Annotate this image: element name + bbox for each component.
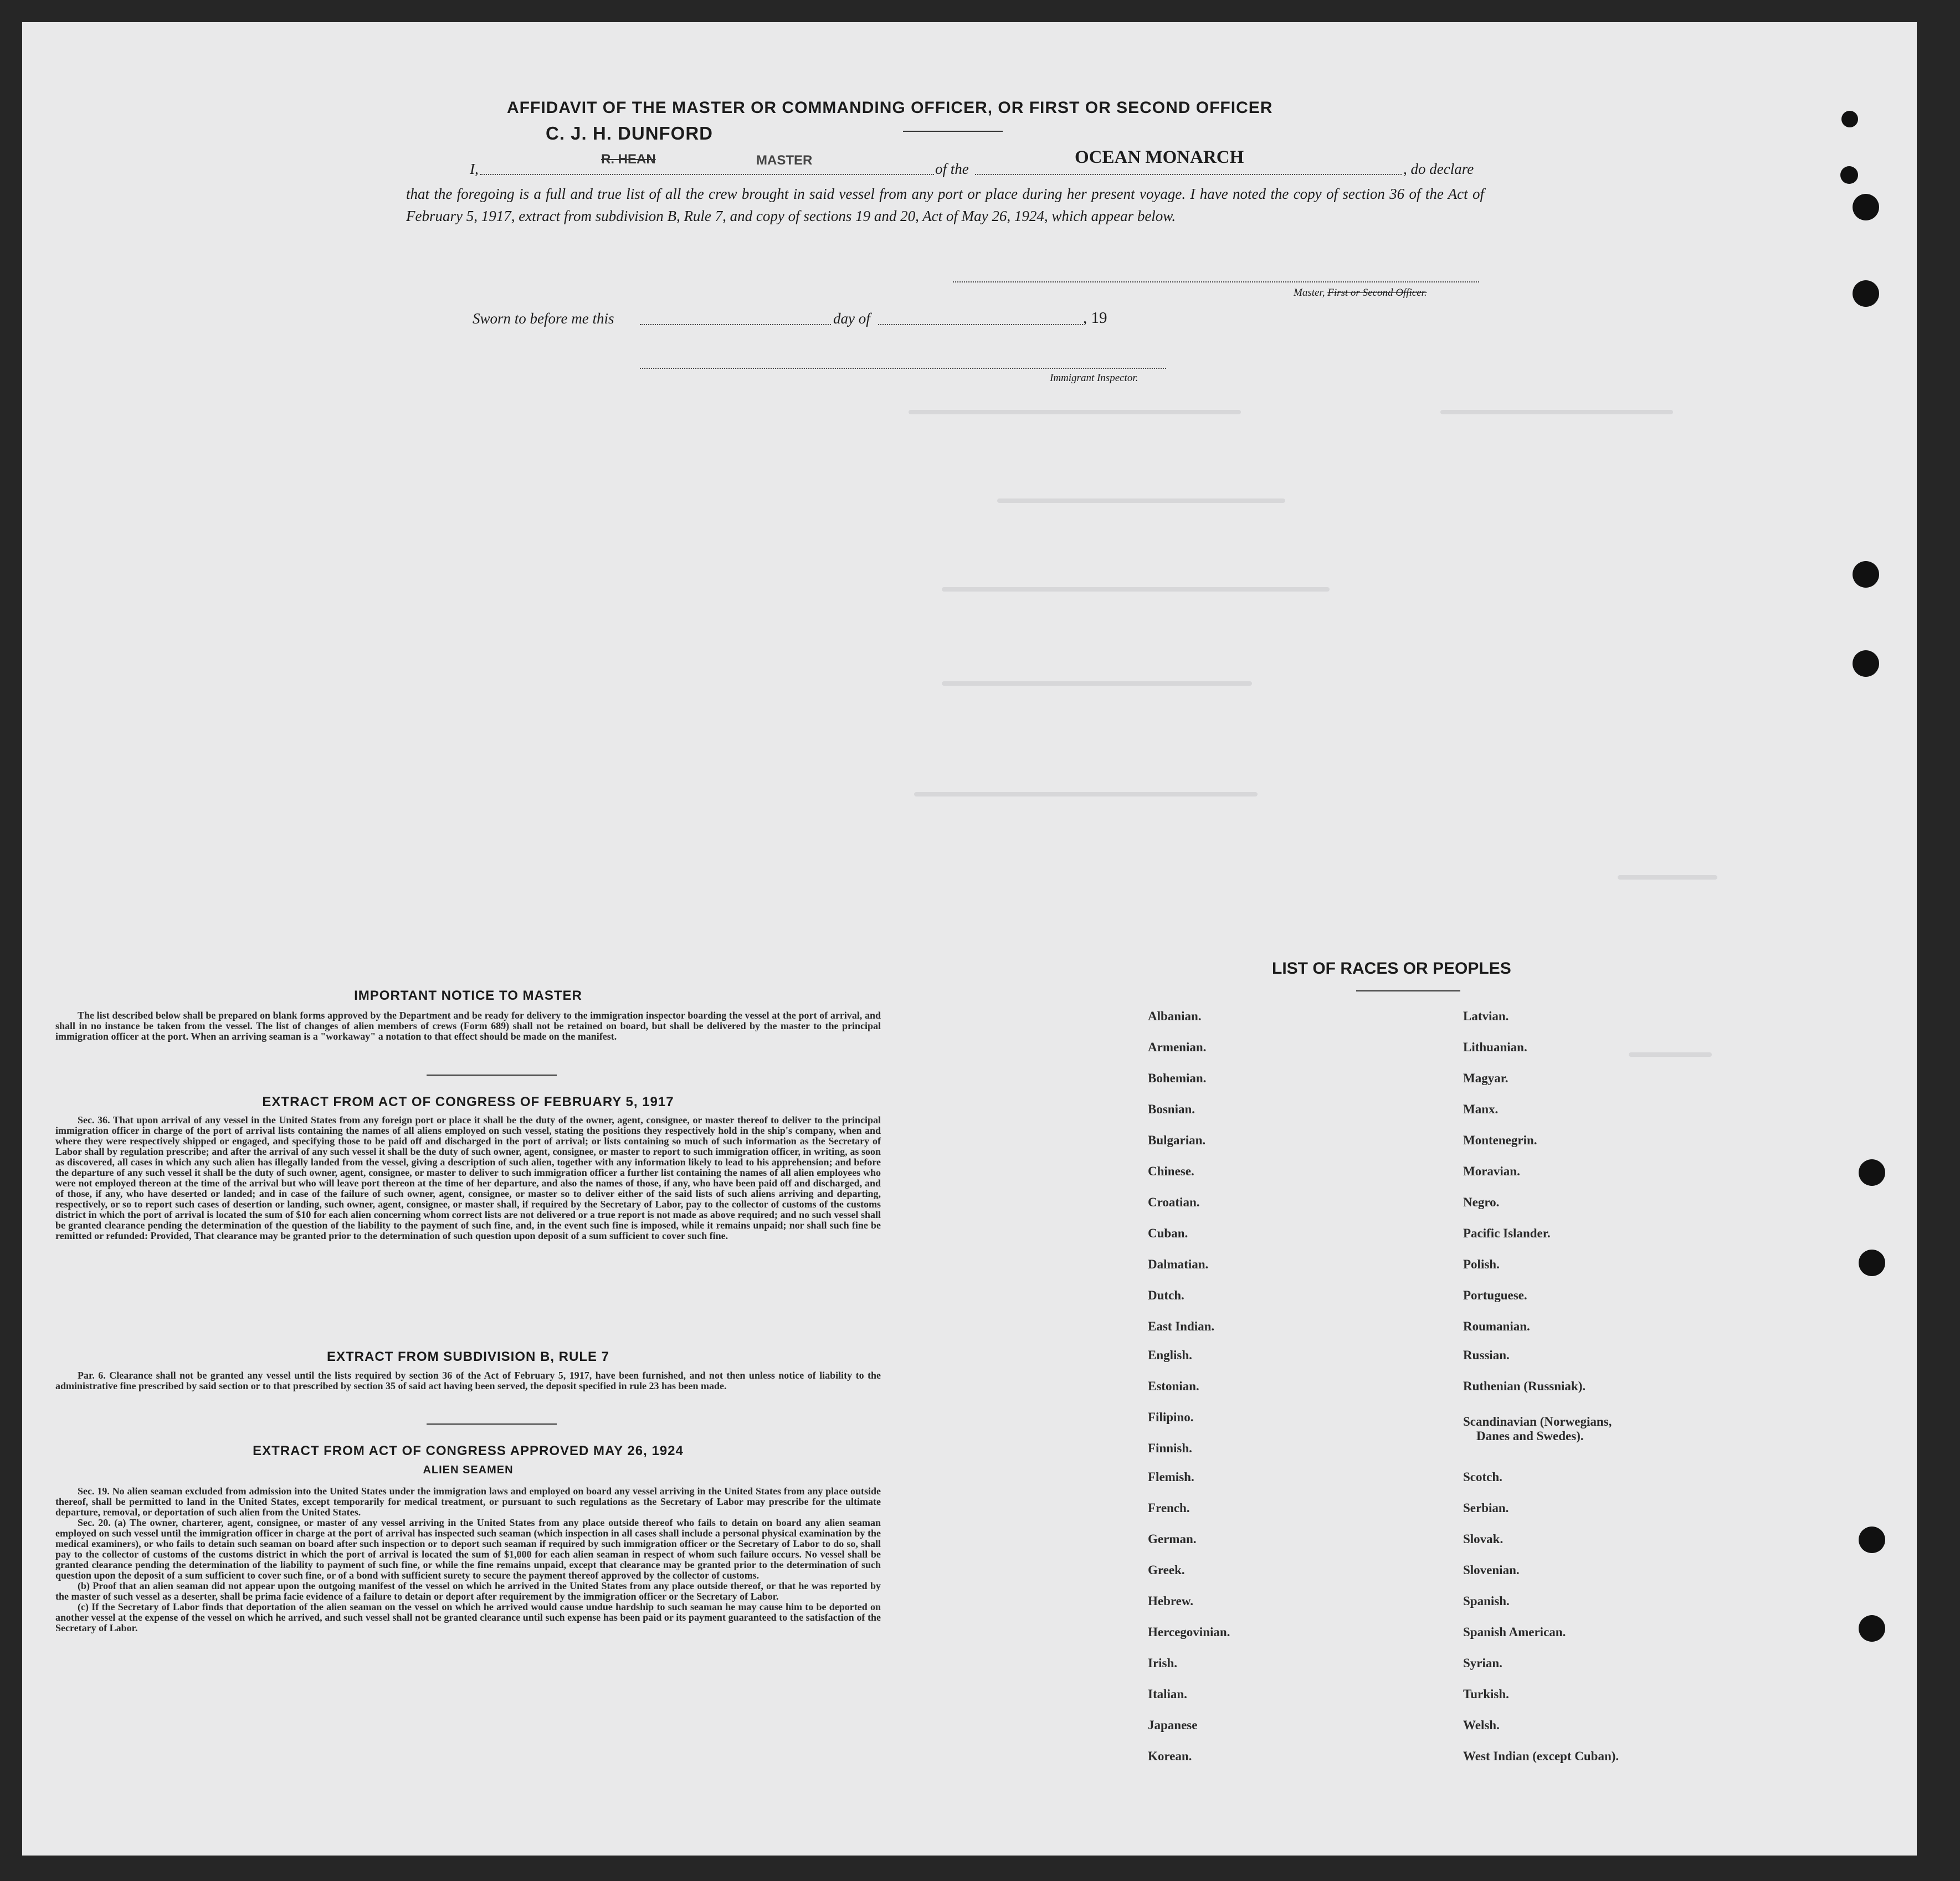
race-item: Flemish. [1148, 1470, 1194, 1484]
signature-caption [1294, 287, 1427, 299]
race-item: Albanian. [1148, 1009, 1202, 1023]
binder-hole [1840, 166, 1858, 184]
race-item: Irish. [1148, 1656, 1178, 1670]
extract-rule7-paragraph: Par. 6. Clearance shall not be granted any vessel until the lists required by section 36 of the Act of February 5, 1917, have been furnished, and not then unless notice of liability to the administrative fine prescribed by said section or to that prescribed by section 35 of said act having been served, the deposit specified in rule 23 has been made. [55, 1370, 881, 1391]
signature-line [953, 281, 1479, 282]
race-item: Spanish American. [1463, 1625, 1566, 1639]
race-item: Manx. [1463, 1102, 1499, 1116]
bleed-through-mark [909, 410, 1241, 414]
binder-hole [1853, 194, 1879, 220]
sworn-month-line [878, 324, 1083, 325]
race-item: Dalmatian. [1148, 1257, 1209, 1271]
binder-hole [1859, 1615, 1885, 1642]
struck-name: R. HEAN [601, 152, 656, 167]
race-item: Korean. [1148, 1749, 1192, 1763]
binder-hole [1853, 280, 1879, 307]
race-item: Russian. [1463, 1348, 1510, 1362]
race-item: English. [1148, 1348, 1192, 1362]
bleed-through-mark [1440, 410, 1673, 414]
binder-hole [1841, 111, 1858, 127]
title-rule [903, 131, 1003, 132]
race-item: Dutch. [1148, 1288, 1184, 1302]
race-item: Magyar. [1463, 1071, 1509, 1085]
races-heading: LIST OF RACES OR PEOPLES [1272, 959, 1511, 978]
binder-hole [1859, 1250, 1885, 1276]
inspector-signature-line [640, 368, 1166, 369]
race-item: Polish. [1463, 1257, 1500, 1271]
sworn-label: Sworn to before me this [473, 310, 614, 327]
race-item: Moravian. [1463, 1164, 1520, 1178]
notice-paragraph: The list described below shall be prepared on blank forms approved by the Department and be ready for delivery to the immigration inspector boarding the vessel at the port of arrival, and shall in no instance be taken from the vessel. The list of changes of alien members of crews (Form 689) shall not be retained on board, but shall be delivered by the master to the principal immigration officer at the port. When an arriving seaman is a "workaway" a notation to that effect should be made on the manifest. [55, 1010, 881, 1042]
race-item: Syrian. [1463, 1656, 1502, 1670]
do-declare-label: , do declare [1403, 161, 1474, 177]
race-item [1463, 1415, 1663, 1443]
race-item: Pacific Islander. [1463, 1226, 1551, 1240]
extract-rule7-text [55, 1370, 881, 1391]
race-item: Montenegrin. [1463, 1133, 1537, 1147]
binder-hole [1853, 650, 1879, 677]
race-item-line: Danes and Swedes). [1476, 1429, 1584, 1443]
name-field-line [480, 174, 934, 175]
race-item: Serbian. [1463, 1501, 1509, 1515]
signature-caption-master: Master, [1294, 287, 1328, 299]
year-label: , 19 [1083, 309, 1107, 327]
races-divider [1356, 990, 1460, 991]
sec20a-paragraph: Sec. 20. (a) The owner, charterer, agent, consignee, or master of any vessel arriving in the United States from any place outside thereof who fails to detain on board any alien seaman employed on such vessel until the immigration officer in charge at the port of arrival has inspected such seaman (which inspection in all cases shall include a personal physical examination by the medical examiners), or who fails to detain such seaman on board after such inspection or to deport such seaman if required by such immigration officer or the Secretary of Labor to do so, shall pay to the collector of customs of the customs district in which the port of arrival is located the sum of $1,000 for each alien seaman in respect of whom such failure occurs. No vessel shall be granted clearance pending the determination of the liability to payment of such fine, or while the fine remains unpaid, except that clearance may be granted prior to the determination of such question upon the deposit of a sum sufficient to cover such fine, or of a bond with sufficient surety to secure the payment thereof approved by the collector of customs. [55, 1517, 881, 1581]
binder-hole [1859, 1527, 1885, 1553]
day-of-label: day of [833, 310, 870, 327]
race-item: Hercegovinian. [1148, 1625, 1230, 1639]
race-item: Welsh. [1463, 1718, 1500, 1732]
race-item: Portuguese. [1463, 1288, 1527, 1302]
race-item: Filipino. [1148, 1410, 1194, 1424]
race-item: Scotch. [1463, 1470, 1502, 1484]
race-item: Greek. [1148, 1563, 1185, 1577]
race-item: Japanese [1148, 1718, 1198, 1732]
race-item: West Indian (except Cuban). [1463, 1749, 1619, 1763]
bleed-through-mark [942, 587, 1330, 592]
race-item: Bohemian. [1148, 1071, 1207, 1085]
extract-1917-text [55, 1115, 881, 1241]
extract-1924-text [55, 1486, 881, 1633]
race-item: Cuban. [1148, 1226, 1188, 1240]
race-item: Negro. [1463, 1195, 1500, 1209]
extract-1917-paragraph: Sec. 36. That upon arrival of any vessel in the United States from any foreign port or place it shall be the duty of the owner, agent, consignee, or master thereof to deliver to the principal immigration officer in charge of the port of arrival lists containing the names of all aliens employed on such vessel, stating the positions they respectively hold in the ship's company, when and where they were respectively shipped or engaged, and specifying those to be paid off and discharged in the port of arrival; or lists containing so much of such information as the Secretary of Labor shall by regulation prescribe; and after the arrival of any such vessel it shall be the duty of such owner, agent, consignee, or master to report to such immigration officer, in writing, as soon as discovered, all cases in which any such alien has illegally landed from the vessel, giving a description of such alien, together with any information likely to lead to his apprehension; and before the departure of any such vessel it shall be the duty of such owner, agent, consignee, or master to deliver to such immigration officer a further list containing the names of all alien employees who were not employed thereon at the time of the arrival but who will leave port thereon at the time of her departure, and also the names of those, if any, who have been paid off and discharged, and of those, if any, who have deserted or landed; and in case of the failure of such owner, agent, consignee, or master so to deliver either of the said lists of such aliens arriving and departing, respectively, or so to report such cases of desertion or landing, such owner, agent, consignee, or master shall, if required by the Secretary of Labor, pay to the collector of customs of the customs district in which the port of arrival is located the sum of $10 for each alien concerning whom correct lists are not delivered or a true report is not made as above required; and no such vessel shall be granted clearance pending the determination of the question of the liability to the payment of such fine, and, in the event such fine is imposed, while it remains unpaid; nor shall such fine be remitted or refunded: Provided, That clearance may be granted prior to the determination of such question upon deposit of a sum sufficient to cover such fine. [55, 1114, 881, 1241]
of-the-label: of the [935, 161, 969, 177]
race-item: French. [1148, 1501, 1190, 1515]
bleed-through-mark [997, 498, 1285, 503]
race-item: Croatian. [1148, 1195, 1200, 1209]
notice-divider [427, 1075, 557, 1076]
extract-rule7-heading: EXTRACT FROM SUBDIVISION B, RULE 7 [326, 1349, 610, 1364]
race-item: Hebrew. [1148, 1594, 1193, 1608]
race-item: Roumanian. [1463, 1319, 1530, 1333]
bleed-through-mark [1629, 1052, 1712, 1057]
sec20b-paragraph: (b) Proof that an alien seaman did not appear upon the outgoing manifest of the vessel on which he arrived in the United States from any place outside thereof, or that he was reported by the master of such vessel as a deserter, shall be prima facie evidence of a failure to detain or deport after requirement by the immigration officer or the Secretary of Labor. [55, 1580, 881, 1602]
vessel-field-line [975, 174, 1402, 175]
race-item: East Indian. [1148, 1319, 1215, 1333]
race-item: German. [1148, 1532, 1197, 1546]
race-item: Italian. [1148, 1687, 1187, 1701]
sec19-paragraph: Sec. 19. No alien seaman excluded from admission into the United States under the immigration laws and employed on board any vessel arriving in the United States from any place outside thereof, shall be permitted to land in the United States, except temporarily for medical treatment, or pursuant to such regulations as the Secretary of Labor may prescribe for the ultimate departure, removal, or deportation of such alien from the United States. [55, 1486, 881, 1518]
race-item: Ruthenian (Russniak). [1463, 1379, 1586, 1393]
race-item: Estonian. [1148, 1379, 1199, 1393]
bleed-through-mark [1618, 875, 1717, 880]
signature-caption-struck: First or Second Officer. [1327, 287, 1427, 299]
rule7-divider [427, 1423, 557, 1425]
rank-value: MASTER [756, 153, 813, 168]
affidavit-title: AFFIDAVIT OF THE MASTER OR COMMANDING OFFICER, OR FIRST OR SECOND OFFICER [507, 99, 1273, 117]
race-item: Finnish. [1148, 1441, 1192, 1455]
bleed-through-mark [942, 681, 1252, 686]
sworn-day-line [640, 324, 831, 325]
race-item: Lithuanian. [1463, 1040, 1527, 1054]
race-item: Armenian. [1148, 1040, 1207, 1054]
line-start: I, [470, 161, 479, 177]
notice-heading: IMPORTANT NOTICE TO MASTER [354, 988, 582, 1003]
race-item: Slovenian. [1463, 1563, 1520, 1577]
race-item: Turkish. [1463, 1687, 1509, 1701]
race-item: Spanish. [1463, 1594, 1510, 1608]
race-item: Chinese. [1148, 1164, 1194, 1178]
extract-1924-subheading: ALIEN SEAMEN [423, 1464, 514, 1476]
stamp-name: C. J. H. DUNFORD [546, 123, 714, 143]
race-item: Bulgarian. [1148, 1133, 1206, 1147]
notice-text [55, 1010, 881, 1042]
vessel-name: OCEAN MONARCH [1075, 147, 1244, 167]
extract-1924-heading: EXTRACT FROM ACT OF CONGRESS APPROVED MAY 26, 1924 [253, 1443, 684, 1458]
race-item: Slovak. [1463, 1532, 1504, 1546]
inspector-caption: Immigrant Inspector. [1050, 372, 1138, 384]
sec20c-paragraph: (c) If the Secretary of Labor finds that deportation of the alien seaman on the vessel on which he arrived would cause undue hardship to such seaman he may cause him to be deported on another vessel at the expense of the vessel on which he arrived, and such vessel shall not be granted clearance until such expense has been paid or its payment guaranteed to the satisfaction of the Secretary of Labor. [55, 1601, 881, 1633]
binder-hole [1853, 561, 1879, 588]
bleed-through-mark [914, 792, 1258, 796]
race-item: Bosnian. [1148, 1102, 1196, 1116]
race-item-line: Scandinavian (Norwegians, [1463, 1415, 1612, 1428]
affidavit-statement: that the foregoing is a full and true list of all the crew brought in said vessel from any port or place during her present voyage. I have noted the copy of section 36 of the Act of February 5, 1917, extract from subdivision B, Rule 7, and copy of sections 19 and 20, Act of May 26, 1924, which appear below. [406, 186, 1484, 224]
binder-hole [1859, 1159, 1885, 1186]
race-item: Latvian. [1463, 1009, 1509, 1023]
extract-1917-heading: EXTRACT FROM ACT OF CONGRESS OF FEBRUARY 5, 1917 [262, 1094, 674, 1109]
